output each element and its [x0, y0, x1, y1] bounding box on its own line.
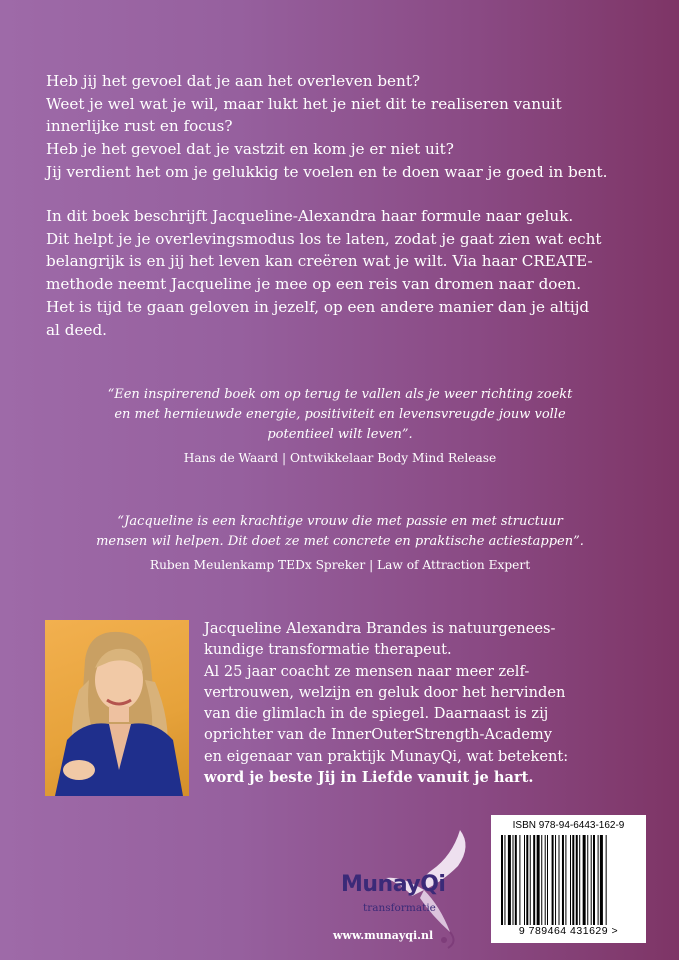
- quote-line: mensen wil helpen. Dit doet ze met concrete en praktische actiestappen”.: [96, 534, 584, 549]
- testimonial-quote-2: [60, 512, 620, 575]
- barcode-bar: [545, 835, 546, 925]
- intro-line: Weet je wel wat je wil, maar lukt het je niet dit te realiseren vanuit: [46, 94, 562, 113]
- barcode-digits: 9 789464 431629 >: [518, 925, 619, 937]
- brand-tagline: transformatie: [363, 902, 436, 914]
- barcode-bar: [559, 835, 560, 925]
- quote-line: potentieel wilt leven”.: [267, 427, 413, 442]
- bio-line: van die glimlach in de spiegel. Daarnaast is zij: [204, 705, 549, 723]
- barcode-bar: [587, 835, 588, 925]
- quote-line: en met hernieuwde energie, positiviteit en levensvreugde jouw volle: [114, 407, 566, 422]
- barcode-bar: [591, 835, 592, 925]
- brand-name: MunayQi: [341, 872, 446, 897]
- barcode-bar: [552, 835, 554, 925]
- quote-author-text: Ruben Meulenkamp TEDx Spreker | Law of Attraction Expert: [149, 558, 531, 572]
- body-line: methode neemt Jacqueline je mee op een reis van dromen naar doen.: [46, 275, 582, 294]
- isbn-barcode: [491, 815, 646, 943]
- barcode-bar: [533, 835, 535, 925]
- quote-author: [60, 555, 620, 575]
- barcode-bar: [606, 835, 607, 925]
- barcode-bar: [583, 835, 586, 925]
- testimonial-quote-1: [60, 385, 620, 468]
- barcode-bar: [598, 835, 599, 925]
- bio-line: kundige transformatie therapeut.: [204, 641, 452, 659]
- barcode-bars: [501, 835, 639, 925]
- quote-line: “Jacqueline is een krachtige vrouw die met passie en met structuur: [117, 514, 563, 529]
- barcode-bar: [501, 835, 503, 925]
- barcode-bar: [547, 835, 548, 925]
- barcode-bar: [524, 835, 525, 925]
- barcode-bar: [562, 835, 564, 925]
- barcode-bar: [526, 835, 528, 925]
- intro-line: Heb je het gevoel dat je vastzit en kom je er niet uit?: [46, 140, 454, 159]
- bio-line: oprichter van de InnerOuterStrength-Academy: [204, 726, 552, 744]
- barcode-bar: [570, 835, 571, 925]
- barcode-bar: [565, 835, 566, 925]
- barcode-bar: [519, 835, 520, 925]
- barcode-bar: [555, 835, 556, 925]
- intro-line: Jij verdient het om je gelukkig te voelen en te doen waar je goed in bent.: [46, 162, 608, 181]
- barcode-bar: [576, 835, 578, 925]
- bio-closing: word je beste Jij in Liefde vanuit je hart.: [204, 769, 534, 787]
- barcode-bar: [515, 835, 517, 925]
- body-line: belangrijk is en jij het leven kan creëren wat je wilt. Via haar CREATE-: [46, 252, 593, 271]
- intro-line: innerlijke rust en focus?: [46, 117, 233, 136]
- barcode-bar: [537, 835, 540, 925]
- body-line: Dit helpt je je overlevingsmodus los te laten, zodat je gaat zien wat echt: [46, 229, 602, 248]
- bio-line: vertrouwen, welzijn en geluk door het hervinden: [204, 683, 566, 701]
- barcode-bar: [513, 835, 514, 925]
- quote-author-text: Hans de Waard | Ontwikkelaar Body Mind Release: [183, 451, 497, 465]
- barcode-bar: [504, 835, 505, 925]
- author-photo: [45, 620, 189, 796]
- quote-text: [60, 512, 620, 552]
- intro-line: Heb jij het gevoel dat je aan het overleven bent?: [46, 72, 421, 90]
- quote-author: [60, 448, 620, 468]
- isbn-label: ISBN 978-94-6443-162-9: [512, 820, 625, 831]
- barcode-bar: [579, 835, 580, 925]
- barcode-bar: [593, 835, 595, 925]
- barcode-bar: [541, 835, 542, 925]
- body-line: Het is tijd te gaan geloven in jezelf, op een andere manier dan je altijd: [46, 297, 590, 316]
- quote-line: “Een inspirerend boek om op terug te vallen als je weer richting zoekt: [107, 387, 573, 402]
- bio-line: Al 25 jaar coacht ze mensen naar meer zelf-: [204, 662, 530, 680]
- author-bio: [204, 618, 568, 788]
- barcode-bar: [530, 835, 531, 925]
- quote-text: [60, 385, 620, 445]
- barcode-bar: [508, 835, 511, 925]
- body-line: al deed.: [46, 320, 107, 339]
- bio-line: Jacqueline Alexandra Brandes is natuurgenees-: [204, 620, 556, 637]
- barcode-bar: [600, 835, 603, 925]
- barcode-bar: [572, 835, 574, 925]
- website-url: www.munayqi.nl: [333, 929, 434, 942]
- bio-line: en eigenaar van praktijk MunayQi, wat betekent:: [204, 747, 569, 765]
- body-line: In dit boek beschrijft Jacqueline-Alexandra haar formule naar geluk.: [46, 207, 574, 225]
- body-paragraph: [46, 205, 601, 341]
- intro-paragraph: [46, 70, 607, 184]
- author-portrait-illustration: [45, 620, 189, 796]
